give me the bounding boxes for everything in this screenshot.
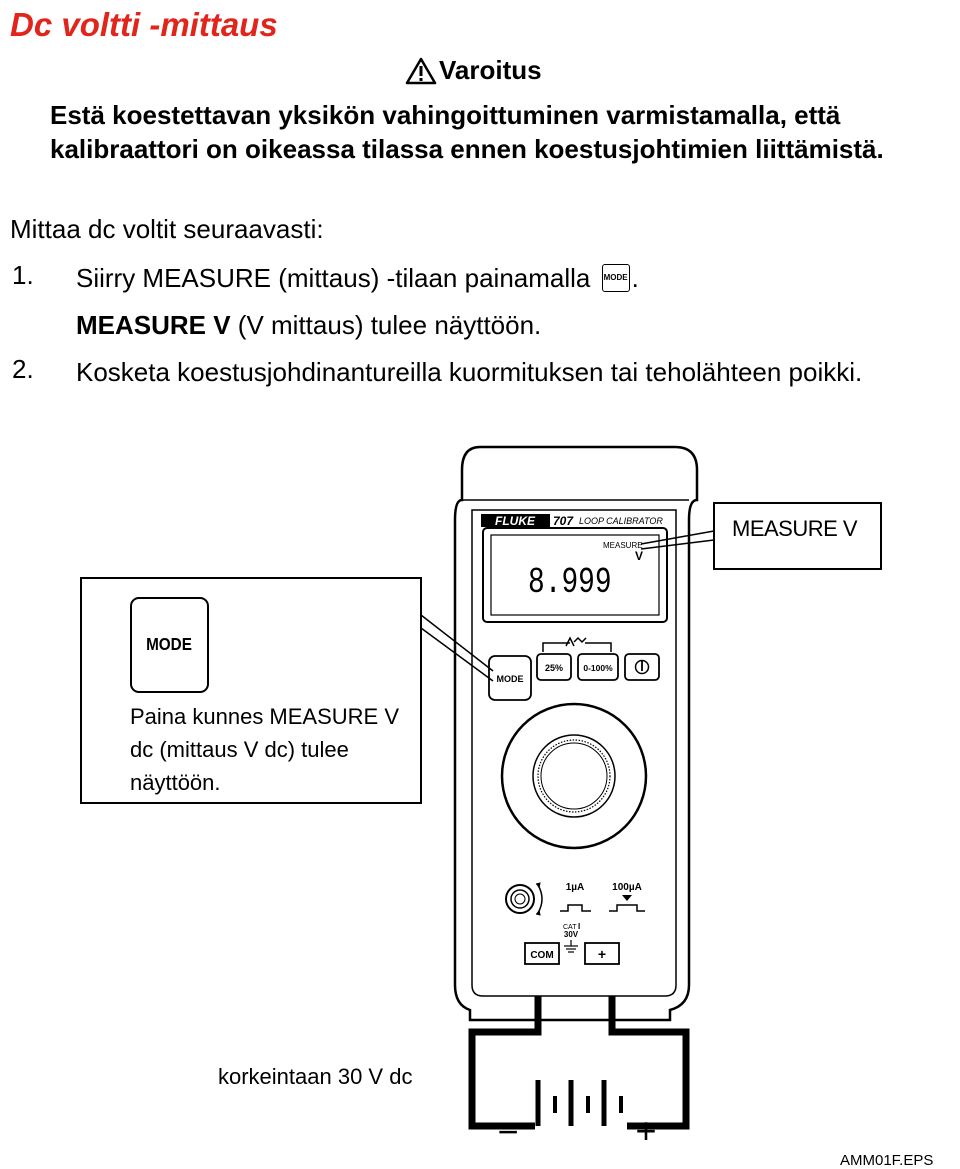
display-unit: V: [635, 549, 644, 563]
cat-label: CAT: [563, 924, 577, 931]
range-button-label: 0-100%: [583, 663, 613, 673]
step-1-line2-rest: (V mittaus) tulee näyttöön.: [230, 310, 542, 340]
cat-roman: I: [578, 922, 581, 931]
current-2-label: 100µA: [612, 882, 642, 893]
brand-logo: FLUKE: [495, 514, 535, 528]
warning-heading-text: Varoitus: [439, 55, 542, 85]
step-1-measure-v: MEASURE V: [76, 310, 231, 340]
step-1-number: 1.: [12, 260, 34, 290]
mode-callout-instruction: Paina kunnes MEASURE V dc (mittaus V dc) tulee näyttöön.: [130, 704, 400, 795]
current-1-label: 1µA: [565, 882, 585, 893]
file-reference: AMM01F.EPS: [840, 1152, 934, 1169]
display-reading: 8.999: [528, 561, 612, 604]
display-mode-label: MEASURE: [603, 541, 643, 550]
mode-button-label: MODE: [496, 674, 524, 684]
pct25-button-label: 25%: [544, 663, 564, 673]
step-1-text-end: .: [631, 263, 639, 293]
battery-symbol: [538, 1080, 621, 1126]
plus-terminal-label: +: [597, 946, 607, 962]
step-1-text-main: Siirry MEASURE (mittaus) -tilaan painamalla: [76, 263, 591, 293]
step-2-text: Kosketa koestusjohdinantureilla kuormituksen tai teholähteen poikki.: [76, 357, 863, 387]
voltage-rating: 30V: [563, 930, 579, 939]
model-number: 707: [553, 514, 574, 528]
rotary-dial[interactable]: [502, 704, 646, 848]
device-subtitle: LOOP CALIBRATOR: [579, 516, 663, 526]
battery-max-label: korkeintaan 30 V dc: [218, 1064, 413, 1089]
intro-text: Mittaa dc voltit seuraavasti:: [10, 214, 324, 244]
adjust-knob[interactable]: [506, 885, 534, 913]
page-title: Dc voltti -mittaus: [10, 6, 278, 43]
mode-button-icon: MODE: [602, 264, 630, 292]
battery-plus: +: [635, 1110, 657, 1151]
warning-body: Estä koestettavan yksikön vahingoittuminen varmistamalla, että kalibraattori on oikeassa tilassa ennen koestusjohtimien liittämistä.: [50, 100, 884, 164]
mode-callout-button-label: MODE: [146, 633, 192, 655]
battery-minus: −: [497, 1111, 519, 1152]
measure-v-callout-text: MEASURE V: [732, 516, 858, 541]
step-2-number: 2.: [12, 354, 34, 384]
com-terminal-label: COM: [530, 950, 554, 961]
